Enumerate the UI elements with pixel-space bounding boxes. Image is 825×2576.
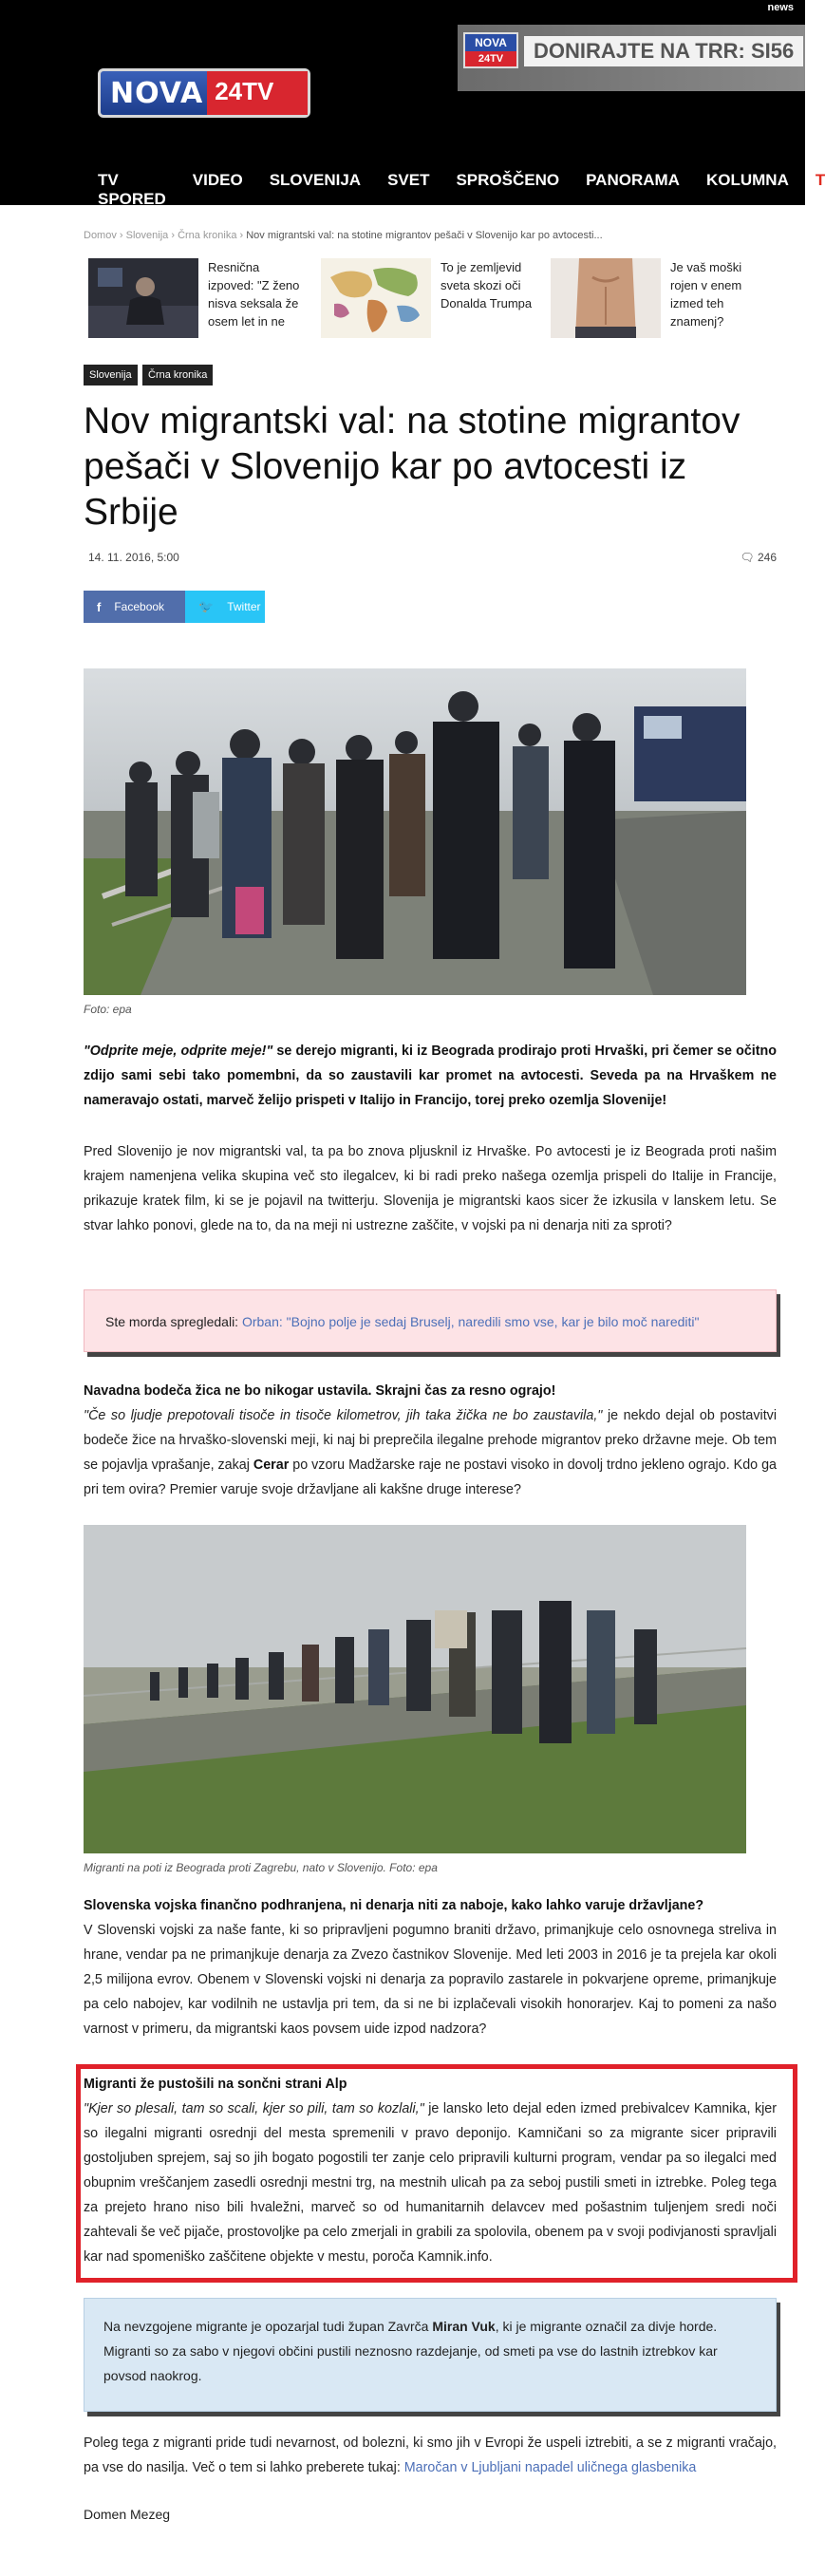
- nav-panorama[interactable]: PANORAMA: [586, 171, 680, 189]
- photo-migrants-police: [84, 668, 746, 995]
- section-heading: Slovenska vojska finančno podhranjena, ni denarja niti za naboje, kako lahko varuje državljane?: [84, 1898, 704, 1913]
- banner-text: DONIRAJTE NA TRR: SI56: [524, 36, 803, 66]
- related-photo-map: [321, 258, 431, 338]
- banner-logo: [463, 32, 518, 68]
- related-title[interactable]: Resnična izpoved: "Z ženo nisva seksala že osem let in ne: [208, 260, 300, 329]
- breadcrumb-sep: ›: [119, 230, 123, 241]
- final-paragraph: [84, 2431, 777, 2480]
- category-tag-crna-kronika[interactable]: Črna kronika: [142, 365, 213, 385]
- info-box: [84, 2298, 777, 2412]
- section-bold-name: Cerar: [253, 1457, 290, 1473]
- final-link[interactable]: Maročan v Ljubljani napadel uličnega glasbenika: [403, 2460, 697, 2475]
- comment-count[interactable]: [740, 551, 777, 564]
- section-paragraph: [84, 1893, 777, 2041]
- breadcrumb: [84, 230, 603, 241]
- related-title[interactable]: Je vaš moški rojen v enem izmed teh znamenj?: [670, 260, 742, 329]
- section-heading: Navadna bodeča žica ne bo nikogar ustavila. Skrajni čas za resno ograjo!: [84, 1383, 556, 1399]
- nav-kolumna[interactable]: KOLUMNA: [705, 171, 789, 189]
- section-paragraph: [84, 2072, 777, 2269]
- see-also-link[interactable]: Orban: "Bojno polje je sedaj Bruselj, naredili smo vse, kar je bilo moč narediti": [241, 1314, 700, 1329]
- related-item[interactable]: [88, 258, 309, 338]
- photo-caption: Foto: epa: [84, 1003, 132, 1016]
- twitter-icon: 🐦: [198, 599, 215, 613]
- related-title[interactable]: To je zemljevid sveta skozi oči Donalda Trumpa: [441, 260, 533, 310]
- banner-logo-bottom: 24TV: [465, 51, 516, 66]
- final-text: Poleg tega z migranti pride tudi nevarnost, od bolezni, ki smo jih v Evropi že uspeli iztrebiti, a se z migranti vračajo, pa vse do nasilja. Več o tem si lahko preberete tukaj:: [84, 2435, 777, 2475]
- body-paragraph: Pred Slovenijo je nov migrantski val, ta pa bo znova pljusknil iz Hrvaške. Po avtocesti je iz Beograda proti našim krajem namenjena velika skupina več sto ilegalcev, ki bi radi preko našega ozemlja prispeli do Italije in Francije, prikazuje kratek film, ki se je pojavil na twitterju. Slovenija je migrantski kaos sicer že izkusila v lanskem letu. Se stvar lahko ponovi, glede na to, da na meji ni ustrezne zaščite, v vojski pa ni denarja niti za sproti?: [84, 1144, 777, 1233]
- section-text: je lansko leto dejal eden izmed prebivalcev Kamnika, kjer so ilegalni migranti osrednji del mesta spremenili v pravo deponijo. Kamničani so za migrante sicer pripravili gostoljuben sprejem, saj so jih bogato pogostili ter zanje celo pripravili kulturni program, vendar pa so ilegalci med obupnim vreščanjem zasedli osrednji mestni trg, na mestnih ulicah pa za seboj pustili smeti in iztrebke. Poleg tega za prejeto hrano niso bili hvaležni, marveč so od humanitarnih delavcev med pošastnim tuljenjem sredi noči zahtevali še več pijače, prostovoljke pa celo zmerjali in grabili za spolovila, obenem pa v svoji podivjanosti spravljali kar nad spomeniško zaščitene objekte v mestu, poroča Kamnik.info.: [84, 2101, 777, 2265]
- breadcrumb-current: Nov migrantski val: na stotine migrantov pešači v Slovenijo kar po avtocesti...: [246, 230, 603, 241]
- logo-nova: NOVA: [110, 76, 204, 110]
- related-item[interactable]: [551, 258, 771, 338]
- article-date: 14. 11. 2016, 5:00: [88, 551, 179, 564]
- article-title: Nov migrantski val: na stotine migrantov pešači v Slovenijo kar po avtocesti iz Srbije: [84, 401, 741, 533]
- breadcrumb-sep: ›: [171, 230, 176, 241]
- nav-video[interactable]: VIDEO: [192, 171, 243, 189]
- article-photo-march: [84, 1525, 746, 1853]
- related-thumb[interactable]: [88, 258, 198, 338]
- breadcrumb-slovenija[interactable]: Slovenija: [125, 230, 169, 241]
- logo-24tv: 24TV: [207, 71, 308, 115]
- nav-more[interactable]: T: [815, 171, 825, 189]
- comments-icon: 🗨: [740, 551, 755, 564]
- site-header: [0, 0, 825, 208]
- comment-count-value: 246: [757, 551, 777, 564]
- related-item[interactable]: [321, 258, 541, 338]
- top-link[interactable]: news: [767, 2, 794, 13]
- nav-tv-spored[interactable]: TV SPORED: [98, 171, 166, 208]
- related-thumb[interactable]: [321, 258, 431, 338]
- nav-sprosceno[interactable]: SPROŠČENO: [456, 171, 560, 189]
- nav-svet[interactable]: SVET: [387, 171, 430, 189]
- info-text: , ki je migrante označil za divje horde. Migranti so za sabo v njegovi občini pustili neznosno razdejanje, od smeti pa vse do lastnih iztrebkov kar povsod naokrog.: [103, 2319, 718, 2383]
- see-also-box: [84, 1289, 777, 1352]
- facebook-icon: f: [97, 599, 102, 614]
- article-photo-police: [84, 668, 746, 995]
- lead-paragraph: [84, 1039, 777, 1113]
- breadcrumb-crna-kronika[interactable]: Črna kronika: [178, 230, 237, 241]
- see-also-label: Ste morda spregledali:: [105, 1314, 242, 1329]
- related-thumb[interactable]: [551, 258, 661, 338]
- breadcrumb-home[interactable]: Domov: [84, 230, 117, 241]
- section-heading: Migranti že pustošili na sončni strani Alp: [84, 2077, 347, 2092]
- nav-slovenija[interactable]: SLOVENIJA: [269, 171, 362, 189]
- twitter-share-button[interactable]: [185, 591, 265, 623]
- info-text: Na nevzgojene migrante je opozarjal tudi župan Zavrča: [103, 2319, 433, 2334]
- section-text: je nekdo dejal ob postavitvi bodeče žice na hrvaško-slovenski meji, ki naj bi preprečila ilegalne prehode migrantov preko državne meje. Ob tem se pojavlja vprašanje, zakaj: [84, 1408, 777, 1473]
- breadcrumb-sep: ›: [239, 230, 244, 241]
- facebook-label: Facebook: [114, 600, 165, 613]
- photo-migrants-field: [84, 1525, 746, 1853]
- section-paragraph: [84, 1379, 777, 1502]
- section-quote: "Kjer so plesali, tam so scali, kjer so pili, tam so kozlali,": [84, 2101, 424, 2116]
- related-photo-torso: [551, 258, 661, 338]
- related-photo-man: [88, 258, 198, 338]
- lead-text: se derejo migranti, ki iz Beograda prodirajo proti Hrvaški, pri čemer se očitno zdijo sami sebi tako pomembni, da so zaustavili kar promet na avtocesti. Seveda pa na Hrvaškem ne nameravajo ostati, marveč želijo prispeti v Italijo in Francijo, torej preko ozemlja Slovenije!: [84, 1044, 778, 1108]
- donation-banner[interactable]: [458, 25, 805, 91]
- photo-caption: Migranti na poti iz Beograda proti Zagrebu, nato v Slovenijo. Foto: epa: [84, 1861, 438, 1874]
- section-text: V Slovenski vojski za naše fante, ki so pripravljeni pogumno braniti državo, primanjkuje celo osnovnega streliva in hrane, vendar pa ne primanjkuje denarja za Zvezo častnikov Slovenije. Med leti 2003 in 2016 je ta prejela kar okoli 2,5 milijona evrov. Obenem v Slovenski vojski ni denarja za popravilo zastarele in pokvarjene opreme, primanjkuje pa celo nabojev, kar vodilnih ne ustavlja pri tem, da si ne bi izplačevali visokih honorarjev. Kaj to pomeni za našo varnost v primeru, da migrantski kaos povsem uide izpod nadzora?: [84, 1923, 777, 2037]
- category-tag-slovenija[interactable]: Slovenija: [84, 365, 138, 385]
- site-logo[interactable]: [98, 68, 310, 118]
- twitter-label: Twitter: [227, 600, 261, 613]
- author-name: Domen Mezeg: [84, 2507, 171, 2522]
- banner-logo-top: NOVA: [475, 36, 507, 49]
- main-nav: [98, 171, 825, 209]
- lead-quote: "Odprite meje, odprite meje!": [84, 1044, 273, 1059]
- info-bold-name: Miran Vuk: [432, 2319, 496, 2334]
- section-quote: "Če so ljudje prepotovali tisoče in tisoče kilometrov, jih taka žička ne bo zaustavila,": [84, 1408, 603, 1423]
- section-text: po vzoru Madžarske raje ne postavi visoko in dovolj trdno jekleno ograjo. Kdo ga pri tem ovira? Premier varuje svoje državljane ali kakšne druge interese?: [84, 1457, 777, 1497]
